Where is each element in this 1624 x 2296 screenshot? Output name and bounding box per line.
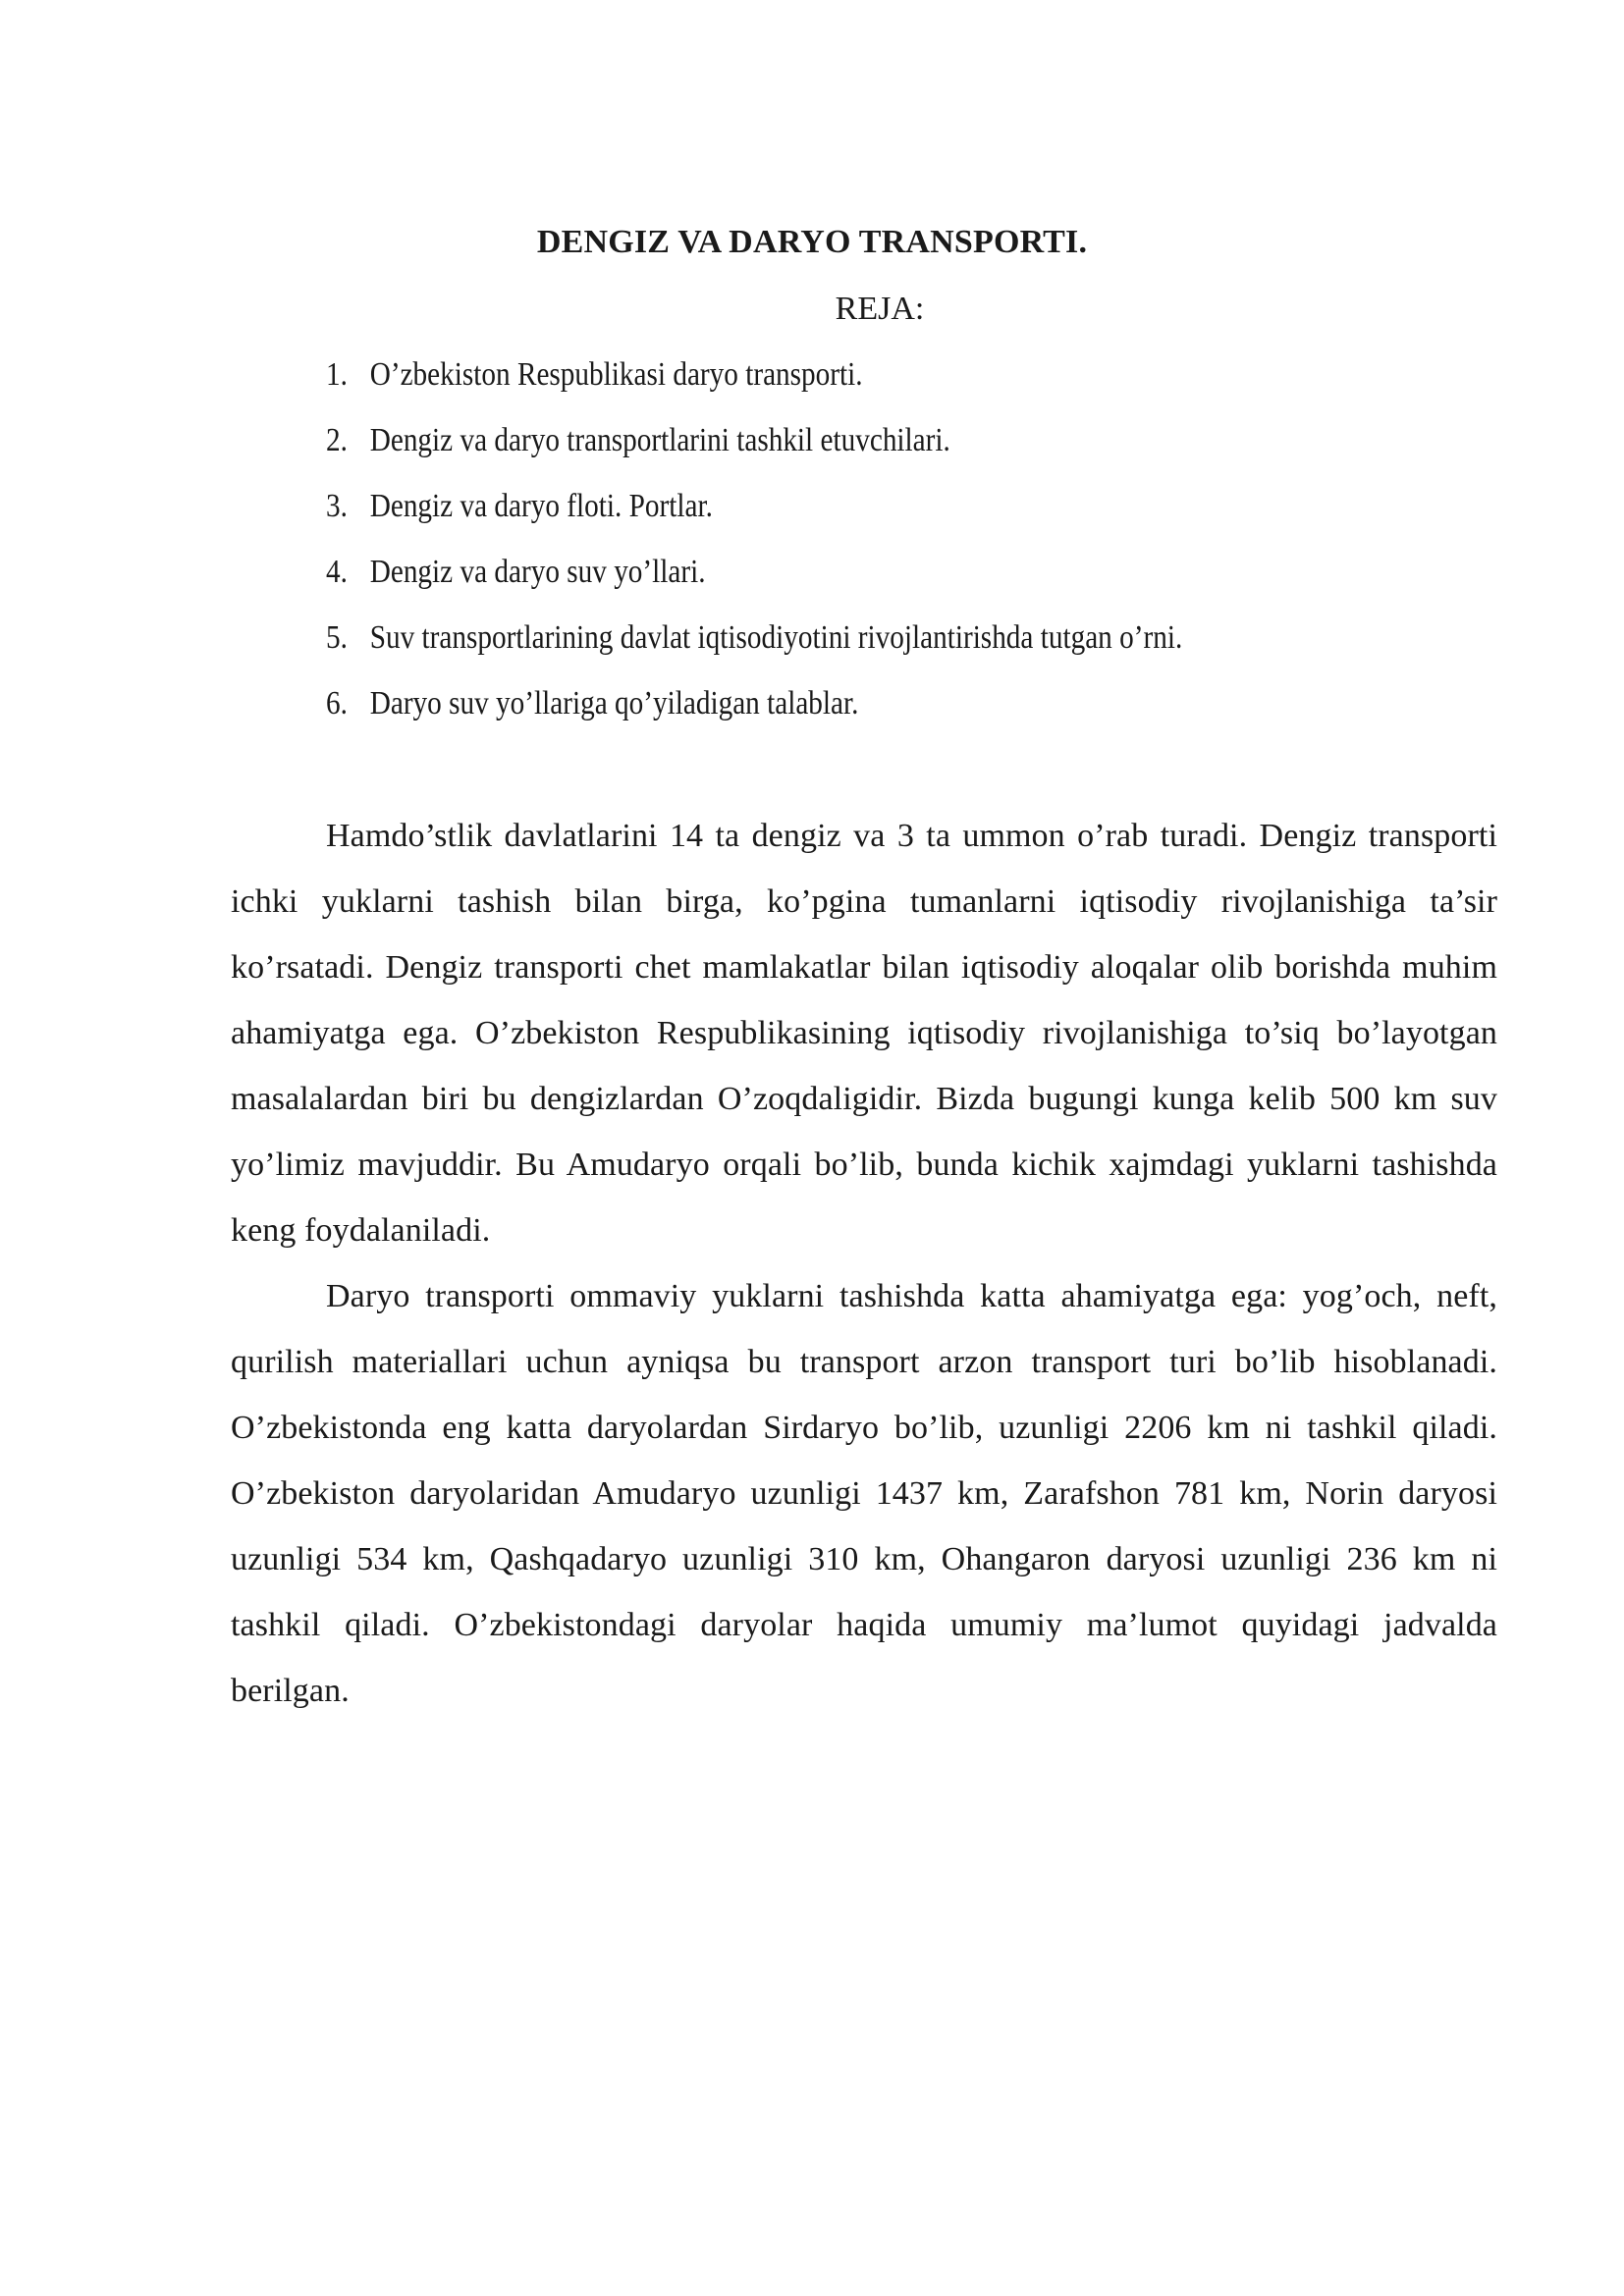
plan-item-number: 2. — [326, 422, 348, 458]
plan-item-text: Daryo suv yo’llariga qo’yiladigan talablar. — [369, 685, 859, 721]
plan-item-text: Dengiz va daryo suv yo’llari. — [369, 554, 706, 590]
plan-item-number: 4. — [326, 554, 348, 590]
paragraph: Hamdo’stlik davlatlarini 14 ta dengiz va 3 ta ummon o’rab turadi. Dengiz transporti ichki yuklarni tashish bilan birga, ko’pgina tumanlarni iqtisodiy rivojlanishiga ta’sir ko’rsatadi. Dengiz transporti chet mamlakatlar bilan iqtisodiy aloqalar olib borishda muhim ahamiyatga ega. O’zbekiston Respublikasining iqtisodiy rivojlanishiga to’siq bo’layotgan masalalardan biri bu dengizlardan O’zoqdaligidir. Bizda bugungi kunga kelib 500 km suv yo’limiz mavjuddir. Bu Amudaryo orqali bo’lib, bunda kichik xajmdagi yuklarni tashishda keng foydalaniladi. — [231, 818, 1497, 1249]
plan-item-text: Dengiz va daryo transportlarini tashkil etuvchilari. — [369, 422, 950, 458]
plan-item-text: O’zbekiston Respublikasi daryo transporti. — [369, 356, 863, 393]
plan-item-number: 6. — [326, 685, 348, 721]
paragraph: Daryo transporti ommaviy yuklarni tashishda katta ahamiyatga ega: yog’och, neft, qurilish materiallari uchun ayniqsa bu transport arzon transport turi bo’lib hisoblanadi. O’zbekistonda eng katta daryolardan Sirdaryo bo’lib, uzunligi 2206 km ni tashkil qiladi. O’zbekiston daryolaridan Amudaryo uzunligi 1437 km, Zarafshon 781 km, Norin daryosi uzunligi 534 km, Qashqadaryo uzunligi 310 km, Ohangaron daryosi uzunligi 236 km ni tashkil qiladi. O’zbekistondagi daryolar haqida umumiy ma’lumot quyidagi jadvalda berilgan. — [231, 1278, 1497, 1709]
body-text — [231, 803, 1497, 1724]
plan-heading: REJA: — [835, 291, 925, 327]
plan-item — [326, 548, 1339, 614]
plan-item — [326, 679, 1339, 745]
plan-list — [326, 350, 1504, 745]
document-title: DENGIZ VA DARYO TRANSPORTI. — [536, 224, 1088, 260]
plan-item — [326, 614, 1339, 679]
plan-item — [326, 482, 1339, 548]
plan-item-number: 1. — [326, 356, 348, 393]
plan-item — [326, 416, 1339, 482]
plan-item-number: 5. — [326, 619, 348, 656]
plan-item — [326, 350, 1339, 416]
plan-item-text: Dengiz va daryo floti. Portlar. — [369, 488, 713, 524]
plan-item-number: 3. — [326, 488, 348, 524]
plan-item-text: Suv transportlarining davlat iqtisodiyotini rivojlantirishda tutgan o’rni. — [369, 619, 1183, 656]
